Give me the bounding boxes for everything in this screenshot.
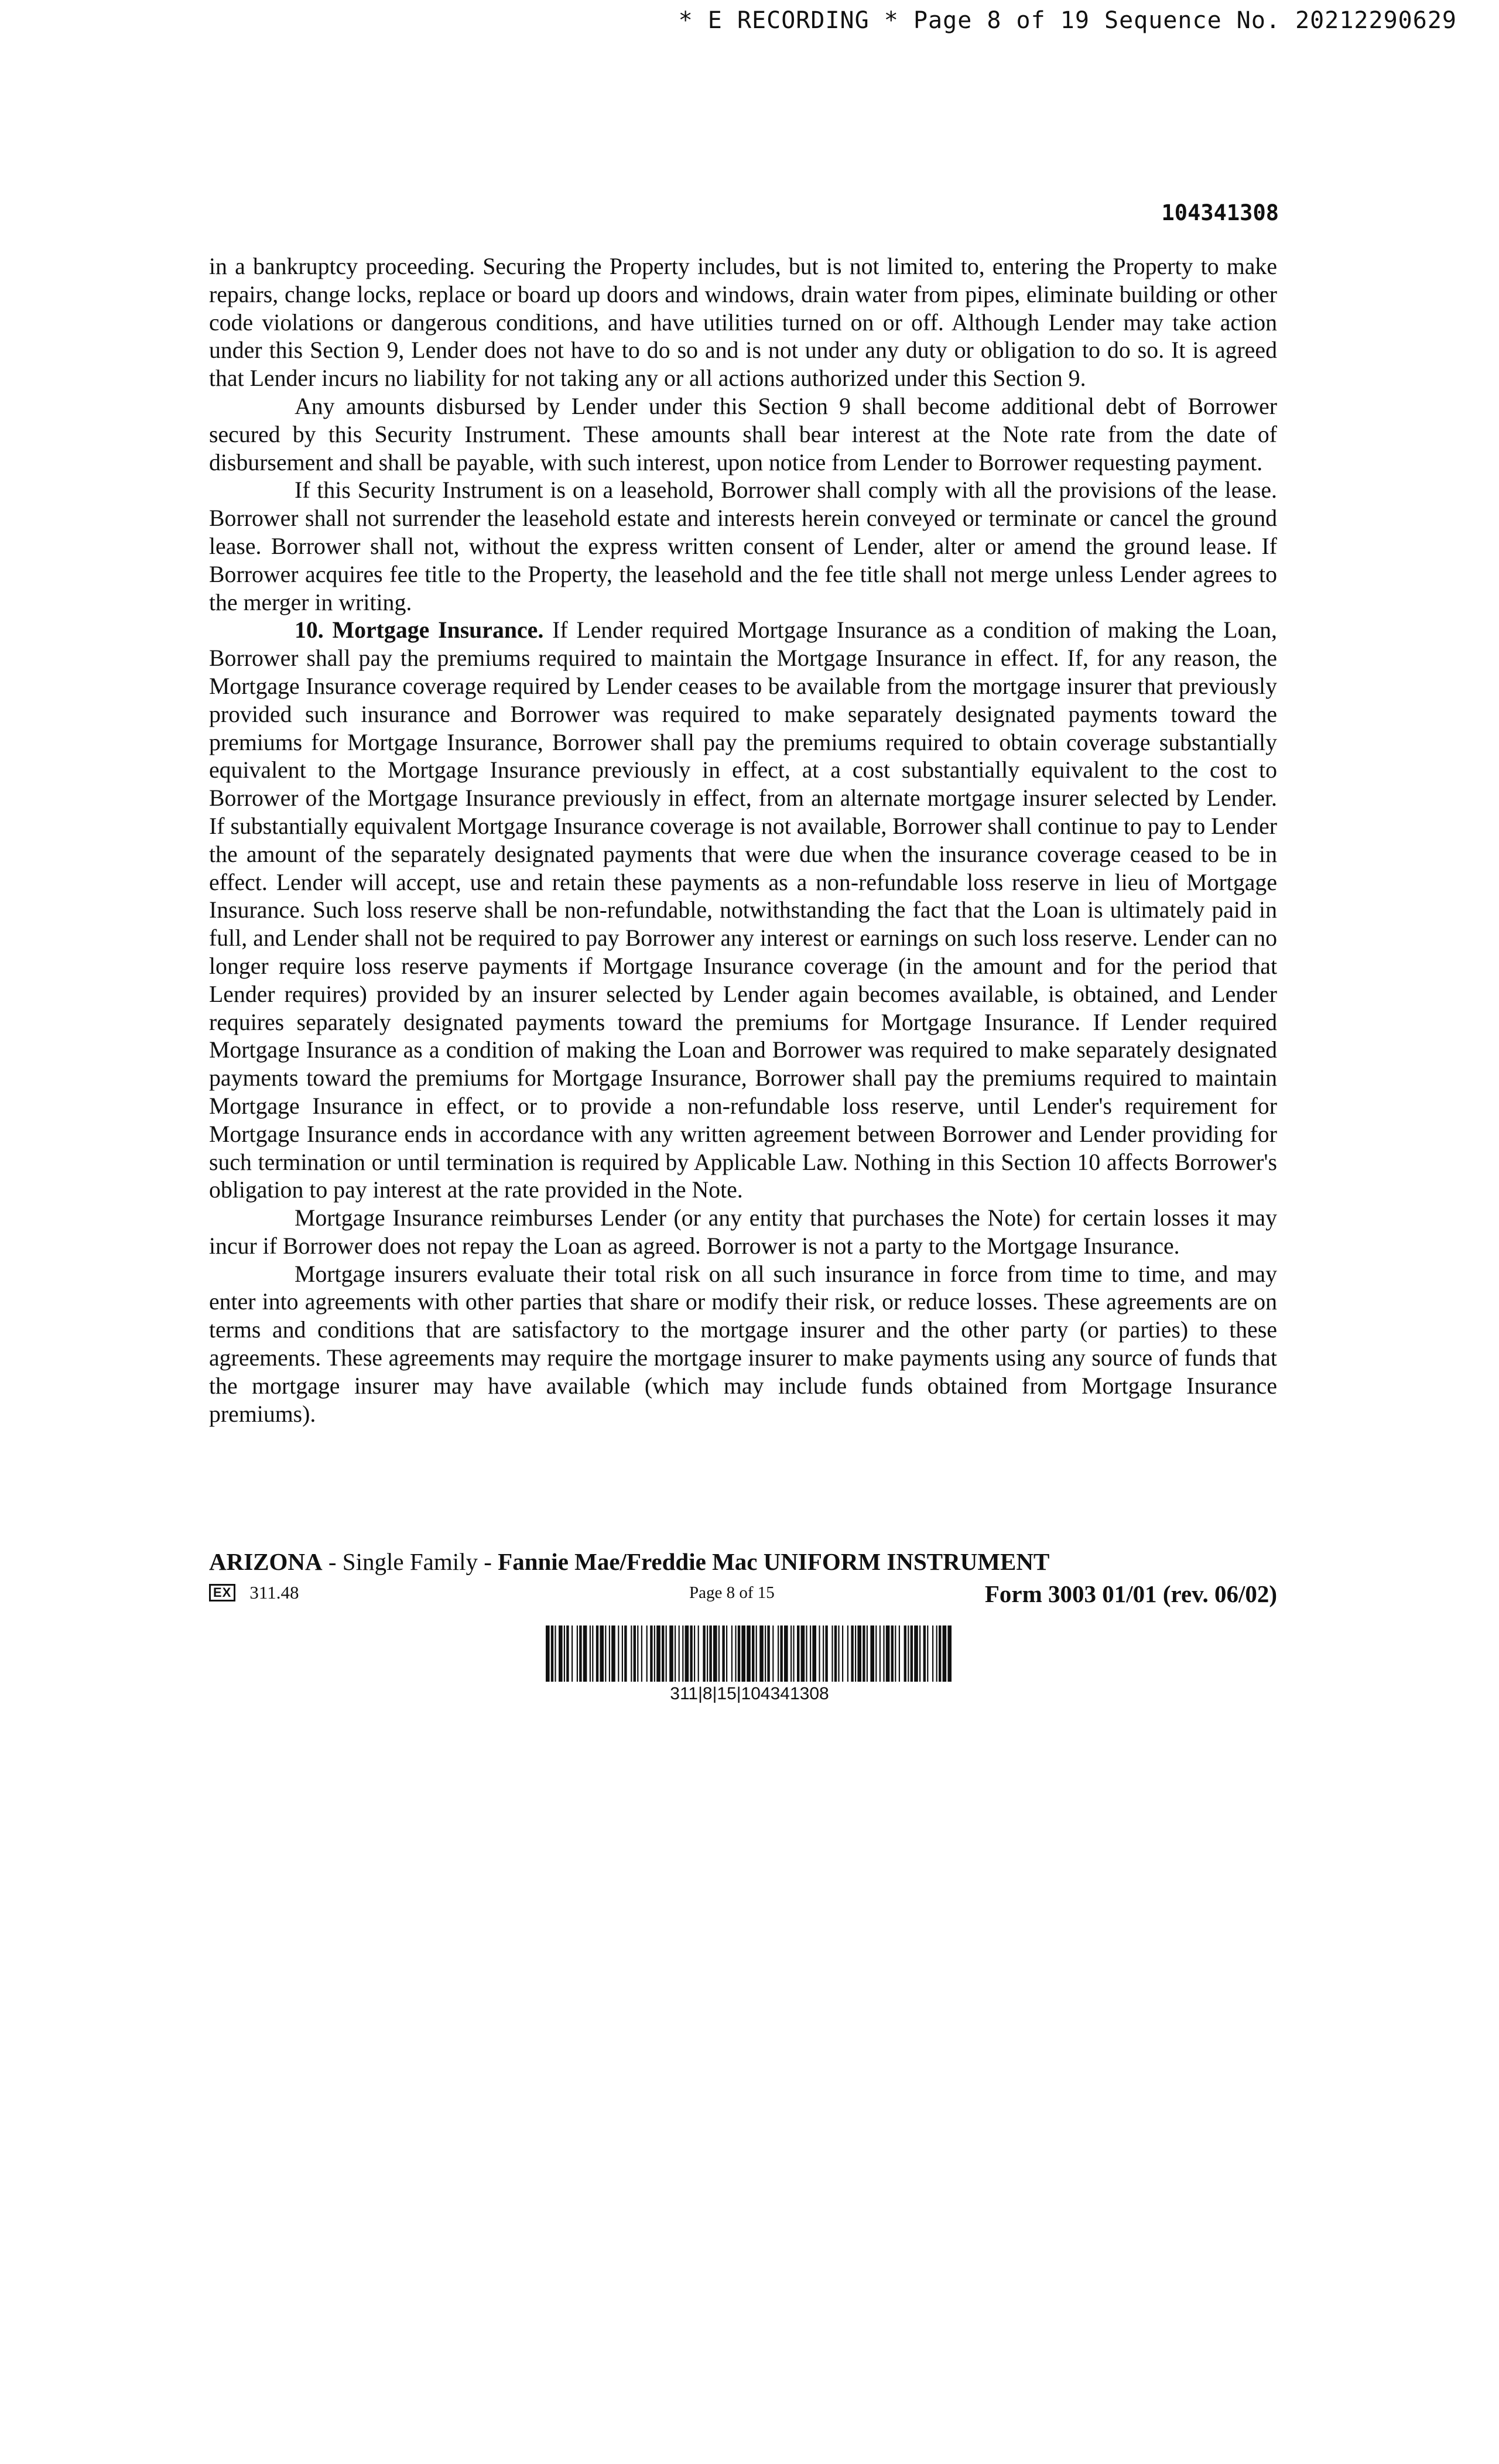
- barcode-bar: [741, 1625, 745, 1682]
- barcode-bar: [857, 1625, 861, 1682]
- document-body: [209, 253, 1277, 1428]
- paragraph-mi-reimburses: Mortgage Insurance reimburses Lender (or any entity that purchases the Note) for certain losses it may incur if Borrower does not repay the Loan as agreed. Borrower is not a party to the Mortgage Insurance.: [209, 1205, 1277, 1259]
- form-title-separator: - Single Family -: [322, 1548, 498, 1575]
- barcode-bar: [747, 1625, 751, 1682]
- barcode-bar: [722, 1625, 724, 1682]
- barcode-bar: [891, 1625, 894, 1682]
- barcode-bar: [883, 1625, 884, 1682]
- barcode-bar: [767, 1625, 769, 1682]
- barcode-bar: [908, 1625, 909, 1682]
- form-code: [209, 1582, 299, 1603]
- barcode-bar: [703, 1625, 705, 1682]
- barcode-bar: [605, 1625, 606, 1682]
- barcode-bar: [825, 1625, 827, 1682]
- barcode-bar: [631, 1625, 632, 1682]
- barcode-bar: [784, 1625, 788, 1682]
- barcode-bar: [819, 1625, 820, 1682]
- loan-number: 104341308: [1161, 200, 1279, 225]
- barcode-bar: [870, 1625, 874, 1682]
- barcode-bar: [765, 1625, 766, 1682]
- barcode-bar: [847, 1625, 848, 1682]
- barcode-bar: [812, 1625, 816, 1682]
- barcode-bar: [618, 1625, 619, 1682]
- barcode-bar: [947, 1625, 952, 1682]
- barcode-bar: [637, 1625, 638, 1682]
- barcode-bar: [675, 1625, 676, 1682]
- form-title: [209, 1548, 1049, 1576]
- barcode-bar: [810, 1625, 811, 1682]
- barcode-bar: [611, 1625, 615, 1682]
- paragraph-securing-property: in a bankruptcy proceeding. Securing the Property includes, but is not limited to, entering the Property to make repairs, change locks, replace or board up doors and windows, drain water from pipes, eliminate building or other code violations or dangerous conditions, and have utilities turned on or off. Although Lender may take action under this Section 9, Lender does not have to do so and is not under any duty or obligation to do so. It is agreed that Lender incurs no liability for not taking any or all actions authorized under this Section 9.: [209, 254, 1277, 392]
- barcode-bar: [583, 1625, 587, 1682]
- barcode-bar: [939, 1625, 941, 1682]
- barcode-bar: [564, 1625, 565, 1682]
- barcode-bar: [592, 1625, 593, 1682]
- barcode-bar: [634, 1625, 636, 1682]
- form-instrument-name: Fannie Mae/Freddie Mac UNIFORM INSTRUMENT: [498, 1548, 1050, 1575]
- paragraph-leasehold: If this Security Instrument is on a leasehold, Borrower shall comply with all the provisions of the lease. Borrower shall not surrender the leasehold estate and interests herein conveyed or terminate or cancel the ground lease. Borrower shall not, without the express written consent of Lender, alter or amend the ground lease. If Borrower acquires fee title to the Property, the leasehold and the fee title shall not merge unless Lender agrees to the merger in writing.: [209, 477, 1277, 615]
- barcode-bar: [904, 1625, 906, 1682]
- barcode-bar: [709, 1625, 711, 1682]
- barcode-bar: [656, 1625, 660, 1682]
- barcode-bar: [622, 1625, 623, 1682]
- barcode-bar: [838, 1625, 839, 1682]
- barcode-bar: [731, 1625, 733, 1682]
- barcode-bar: [790, 1625, 792, 1682]
- barcode-bar: [654, 1625, 655, 1682]
- barcode-bar: [867, 1625, 868, 1682]
- ex-logo-badge: EX: [209, 1584, 235, 1601]
- form-footer-row: [209, 1580, 1277, 1610]
- barcode-bar: [559, 1625, 563, 1682]
- barcode-bar: [624, 1625, 627, 1682]
- barcode-bar: [927, 1625, 928, 1682]
- barcode-bar: [919, 1625, 920, 1682]
- barcode-bar: [834, 1625, 837, 1682]
- barcode-bar: [879, 1625, 881, 1682]
- barcode-bar: [707, 1625, 708, 1682]
- paragraph-amounts-disbursed: Any amounts disbursed by Lender under this Section 9 shall become additional debt of Borrower secured by this Security Instrument. These amounts shall bear interest at the Note rate from the date of disbursement and shall be payable, with such interest, upon notice from Lender to Borrower requesting payment.: [209, 393, 1277, 475]
- page-indicator: Page 8 of 15: [689, 1583, 775, 1602]
- form-number: Form 3003 01/01 (rev. 06/02): [984, 1580, 1277, 1607]
- barcode-bar: [943, 1625, 947, 1682]
- barcode-bar: [797, 1625, 799, 1682]
- barcode-bar: [551, 1625, 553, 1682]
- barcode-bar: [932, 1625, 933, 1682]
- barcode-bar: [842, 1625, 843, 1682]
- form-state: ARIZONA: [209, 1548, 323, 1575]
- form-code-number: 311.48: [249, 1582, 299, 1603]
- barcode-bar: [590, 1625, 591, 1682]
- barcode-bar: [806, 1625, 807, 1682]
- barcode-bar: [831, 1625, 833, 1682]
- barcode-bar: [823, 1625, 824, 1682]
- barcode-bar: [555, 1625, 556, 1682]
- barcode-bar: [579, 1625, 581, 1682]
- barcode-bar: [577, 1625, 578, 1682]
- barcode-bar: [778, 1625, 779, 1682]
- barcode-bar: [662, 1625, 664, 1682]
- barcode-bar: [726, 1625, 727, 1682]
- barcode-bar: [911, 1625, 913, 1682]
- barcode-bar: [899, 1625, 900, 1682]
- barcode-bar: [801, 1625, 805, 1682]
- barcode: [545, 1625, 954, 1682]
- barcode-bar: [895, 1625, 896, 1682]
- barcode-bar: [685, 1625, 689, 1682]
- barcode-bar: [756, 1625, 757, 1682]
- barcode-bar: [679, 1625, 680, 1682]
- barcode-bar: [694, 1625, 695, 1682]
- barcode-bar: [596, 1625, 598, 1682]
- barcode-bar: [793, 1625, 794, 1682]
- barcode-bar: [600, 1625, 604, 1682]
- barcode-bar: [886, 1625, 890, 1682]
- barcode-bar: [718, 1625, 720, 1682]
- barcode-bar: [571, 1625, 573, 1682]
- barcode-bar: [546, 1625, 550, 1682]
- barcode-bar: [609, 1625, 610, 1682]
- barcode-bar: [690, 1625, 692, 1682]
- barcode-bar: [698, 1625, 699, 1682]
- barcode-bar: [713, 1625, 717, 1682]
- barcode-bar: [780, 1625, 782, 1682]
- paragraph-mortgage-insurance: [209, 617, 1277, 1204]
- barcode-bar: [566, 1625, 569, 1682]
- paragraph-mi-insurers: Mortgage insurers evaluate their total risk on all such insurance in force from time to time, and may enter into agreements with other parties that share or modify their risk, or reduce losses. These agreements are on terms and conditions that are satisfactory to the mortgage insurer and the other party (or parties) to these agreements. These agreements may require the mortgage insurer to make payments using any source of funds that the mortgage insurer may have available (which may include funds obtained from Mortgage Insurance premiums).: [209, 1261, 1277, 1427]
- section-10-text: If Lender required Mortgage Insurance as a condition of making the Loan, Borrower shall pay the premiums required to maintain the Mortgage Insurance in effect. If, for any reason, the Mortgage Insurance coverage required by Lender ceases to be available from the mortgage insurer that previously provided such insurance and Borrower was required to make separately designated payments toward the premiums for Mortgage Insurance, Borrower shall pay the premiums required to obtain coverage substantially equivalent to the Mortgage Insurance previously in effect, at a cost substantially equivalent to the cost to Borrower of the Mortgage Insurance previously in effect, from an alternate mortgage insurer selected by Lender. If substantially equivalent Mortgage Insurance coverage is not available, Borrower shall continue to pay to Lender the amount of the separately designated payments that were due when the insurance coverage ceased to be in effect. Lender will accept, use and retain these payments as a non-refundable loss reserve in lieu of Mortgage Insurance. Such loss reserve shall be non-refundable, notwithstanding the fact that the Loan is ultimately paid in full, and Lender shall not be required to pay Borrower any interest or earnings on such loss reserve. Lender can no longer require loss reserve payments if Mortgage Insurance coverage (in the amount and for the period that Lender requires) provided by an insurer selected by Lender again becomes available, is obtained, and Lender requires separately designated payments toward the premiums for Mortgage Insurance. If Lender required Mortgage Insurance as a condition of making the Loan and Borrower was required to make separately designated payments toward the premiums for Mortgage Insurance, Borrower shall pay the premiums required to maintain Mortgage Insurance in effect, or to provide a non-refundable loss reserve, until Lender's requirement for Mortgage Insurance ends in accordance with any written agreement between Borrower and Lender providing for such termination or until termination is required by Applicable Law. Nothing in this Section 10 affects Borrower's obligation to pay interest at the rate provided in the Note.: [209, 617, 1278, 1203]
- barcode-bar: [923, 1625, 926, 1682]
- barcode-bar: [752, 1625, 754, 1682]
- barcode-caption: 311|8|15|104341308: [670, 1684, 829, 1703]
- barcode-bar: [646, 1625, 648, 1682]
- barcode-bar: [772, 1625, 774, 1682]
- barcode-bar: [863, 1625, 865, 1682]
- barcode-bar: [682, 1625, 683, 1682]
- recording-header: * E RECORDING * Page 8 of 19 Sequence No. 20212290629: [678, 7, 1457, 34]
- barcode-bar: [855, 1625, 856, 1682]
- barcode-bar: [738, 1625, 740, 1682]
- barcode-bar: [759, 1625, 764, 1682]
- barcode-bar: [669, 1625, 673, 1682]
- barcode-bar: [936, 1625, 937, 1682]
- barcode-bar: [914, 1625, 918, 1682]
- barcode-bar: [875, 1625, 877, 1682]
- barcode-bar: [650, 1625, 652, 1682]
- barcode-bar: [666, 1625, 667, 1682]
- barcode-bar: [641, 1625, 642, 1682]
- barcode-bar: [851, 1625, 853, 1682]
- section-10-heading: 10. Mortgage Insurance.: [295, 617, 544, 644]
- barcode-bar: [735, 1625, 736, 1682]
